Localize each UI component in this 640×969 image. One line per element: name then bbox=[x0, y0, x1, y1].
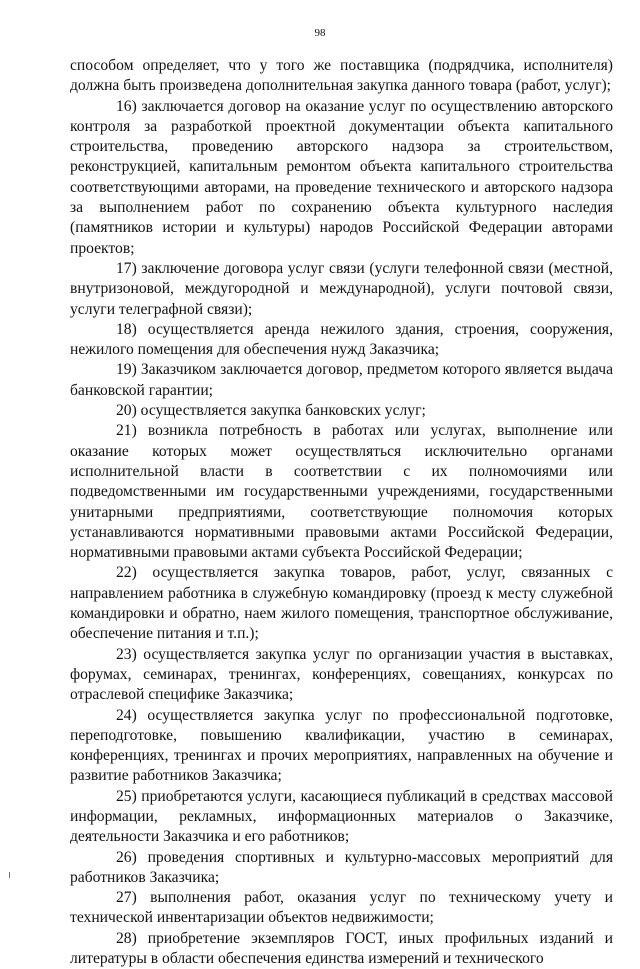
scan-margin-mark bbox=[9, 872, 10, 878]
document-body bbox=[70, 56, 613, 969]
paragraph-item-24: 24) осуществляется закупка услуг по профессиональной подготовке, переподготовке, повышению квалификации, участию в семинарах, конференциях, тренингах и прочих мероприятиях, направленных на обучение и развитие работников Заказчика; bbox=[70, 706, 613, 785]
paragraph-item-27: 27) выполнения работ, оказания услуг по техническому учету и технической инвентаризации объектов недвижимости; bbox=[70, 889, 613, 927]
paragraph-item-17: 17) заключение договора услуг связи (услуги телефонной связи (местной, внутризоновой, междугородной и международной), услуги почтовой связи, услуги телеграфной связи); bbox=[70, 259, 613, 318]
paragraph-item-23: 23) осуществляется закупка услуг по организации участия в выставках, форумах, семинарах, тренингах, конференциях, совещаниях, конкурсах по отраслевой специфике Заказчика; bbox=[70, 645, 613, 704]
paragraph-item-25: 25) приобретаются услуги, касающиеся публикаций в средствах массовой информации, рекламных, информационных материалов о Заказчике, деятельности Заказчика и его работников; bbox=[70, 787, 613, 846]
paragraph-item-19: 19) Заказчиком заключается договор, предметом которого является выдача банковской гарантии; bbox=[70, 361, 613, 399]
paragraph-item-16: 16) заключается договор на оказание услуг по осуществлению авторского контроля за разработкой проектной документации объекта капитального строительства, проведению авторского надзора за строительством, реконструкцией, капитальным ремонтом объекта капитального строительства соответствующими авторами, на проведение технического и авторского надзора за выполнением работ по сохранению объекта культурного наследия (памятников истории и культуры) народов Российской Федерации авторами проектов; bbox=[70, 97, 613, 257]
paragraph-item-18: 18) осуществляется аренда нежилого здания, строения, сооружения, нежилого помещения для обеспечения нужд Заказчика; bbox=[70, 320, 613, 359]
paragraph-item-26: 26) проведения спортивных и культурно-массовых мероприятий для работников Заказчика; bbox=[70, 848, 613, 886]
paragraph-continuation: способом определяет, что у того же поставщика (подрядчика, исполнителя) должна быть произведена дополнительная закупка данного товара (работ, услуг); bbox=[70, 57, 613, 95]
paragraph-item-20: 20) осуществляется закупка банковских услуг; bbox=[116, 402, 426, 420]
page-number: 98 bbox=[314, 27, 326, 39]
paragraph-item-22: 22) осуществляется закупка товаров, работ, услуг, связанных с направлением работника в служебную командировку (проезд к месту служебной командировки и обратно, наем жилого помещения, транспортное обслуживание, обеспечение питания и т.п.); bbox=[70, 564, 613, 643]
paragraph-item-21: 21) возникла потребность в работах или услугах, выполнение или оказание которых может осуществляться исключительно органами исполнительной власти в соответствии с их полномочиями или подведомственными им государственными учреждениями, государственными унитарными предприятиями, соответствующие полномочия которых устанавливаются нормативными правовыми актами Российской Федерации, нормативными правовыми актами субъекта Российской Федерации; bbox=[70, 422, 613, 562]
paragraph-item-28: 28) приобретение экземпляров ГОСТ, иных профильных изданий и литературы в области обеспечения единства измерений и технического bbox=[70, 929, 613, 968]
